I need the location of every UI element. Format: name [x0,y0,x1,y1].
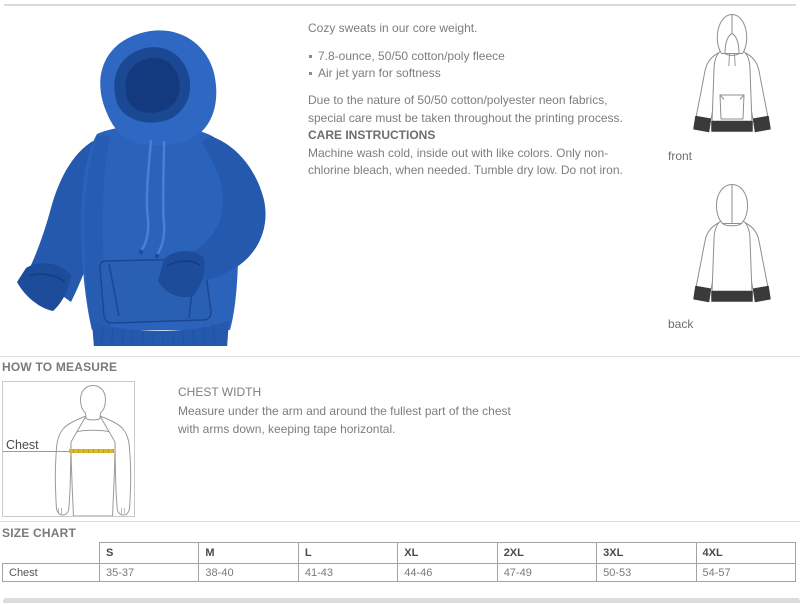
size-chart-header-row [3,543,796,564]
measure-figure [2,381,135,517]
chest-width-title: CHEST WIDTH [178,385,262,399]
chest-tape-measure [69,449,114,453]
bullet-icon [309,72,312,75]
printing-note-line2: special care must be taken throughout the printing process. [308,110,623,125]
feature-item-text: Air jet yarn for softness [318,66,441,80]
product-description [308,12,668,180]
size-chart-data-row [3,564,796,582]
size-column-header: 3XL [597,543,696,564]
size-column-header: S [100,543,199,564]
feature-item [308,48,668,66]
feature-list [308,48,668,83]
front-view-label: front [668,149,693,163]
size-column-header: L [298,543,397,564]
size-column-header: 2XL [497,543,596,564]
description-intro: Cozy sweats in our core weight. [308,21,478,35]
back-view-line-art [692,182,772,316]
feature-item [308,65,668,83]
size-value-cell: 35-37 [100,564,199,582]
size-value-cell: 47-49 [497,564,596,582]
product-photo-hoodie [5,14,305,346]
section-divider [0,356,800,357]
care-text-line1: Machine wash cold, inside out with like colors. Only non- [308,145,609,160]
size-column-header: M [199,543,298,564]
hoodie-front-drawing [692,12,772,146]
measure-instruction-line2: with arms down, keeping tape horizontal. [178,421,396,436]
blank-header-cell [3,543,100,564]
how-to-measure-heading: HOW TO MEASURE [2,360,118,374]
care-text-line2: chlorine bleach, when needed. Tumble dry low. Do not iron. [308,163,623,177]
printing-note-line1: Due to the nature of 50/50 cotton/polyester neon fabrics, [308,93,608,107]
hoodie-back-drawing [692,182,772,316]
size-column-header: XL [398,543,497,564]
size-value-cell: 50-53 [597,564,696,582]
size-column-header: 4XL [696,543,795,564]
care-instructions-heading: CARE INSTRUCTIONS [308,128,436,142]
chest-figure-label: Chest [6,438,39,452]
top-divider [4,4,796,6]
size-chart-heading: SIZE CHART [2,526,76,540]
size-value-cell: 54-57 [696,564,795,582]
measure-instruction-line1: Measure under the arm and around the fullest part of the chest [178,404,511,418]
bullet-icon [309,55,312,58]
front-view-line-art [692,12,772,146]
feature-item-text: 7.8-ounce, 50/50 cotton/poly fleece [318,48,505,63]
size-value-cell: 44-46 [398,564,497,582]
size-chart-table [2,542,796,582]
back-view-label: back [668,317,694,331]
measurement-row-label: Chest [3,564,100,582]
size-value-cell: 41-43 [298,564,397,582]
size-value-cell: 38-40 [199,564,298,582]
bottom-divider [3,598,800,603]
measure-instructions [178,403,511,438]
section-divider [0,521,800,522]
hoodie-photo-illustration [5,14,305,346]
